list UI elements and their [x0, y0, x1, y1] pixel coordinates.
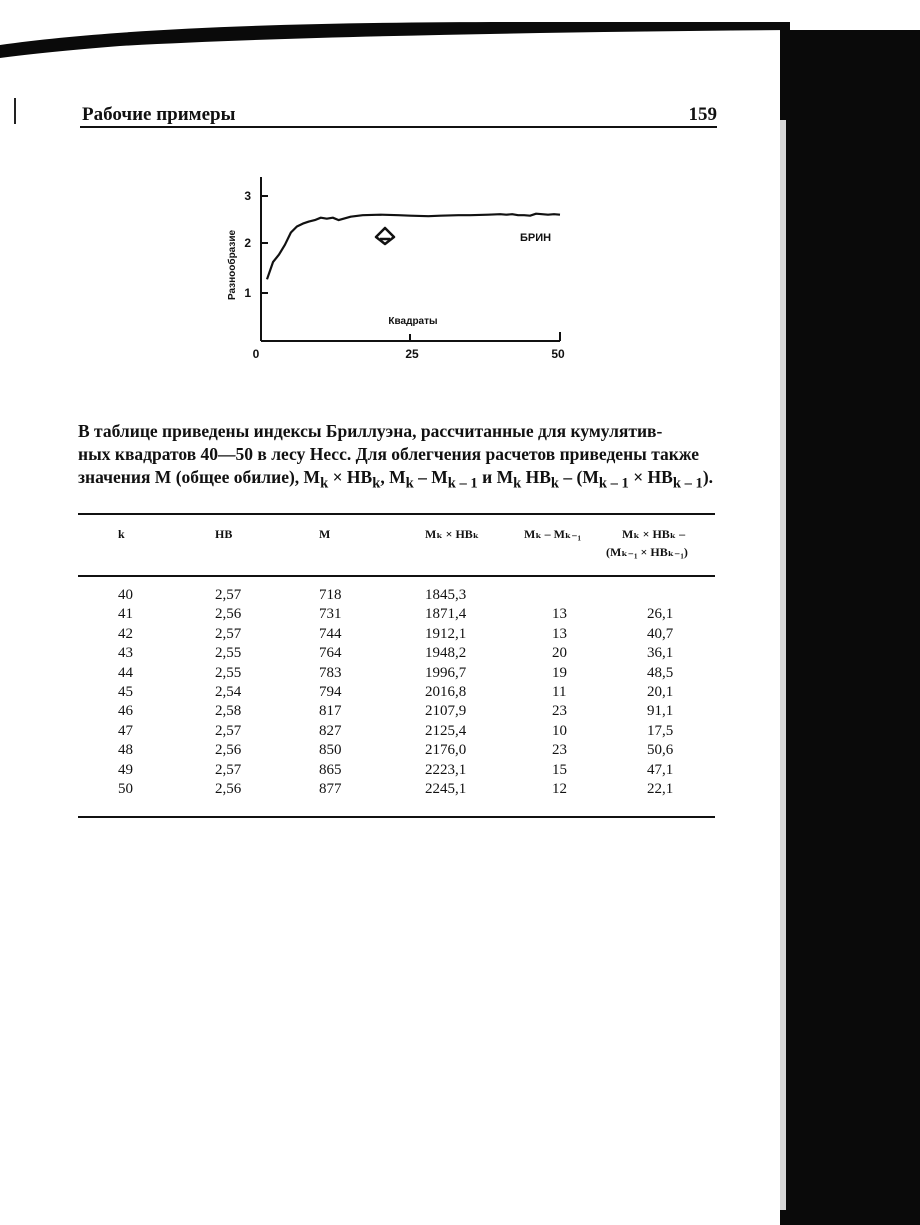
table-cell: 47	[118, 722, 133, 739]
table-cell: 2,55	[215, 664, 242, 681]
table-row	[78, 781, 715, 800]
table-cell: 794	[319, 683, 342, 700]
paragraph-line-3: значения М (общее обилие), $M_k \times HB_k$, $M_k - M_{k - 1}$ и $M_k$ $HB_k - (M_{k - 1} \times HB_{k - 1})$.	[78, 467, 714, 492]
table-cell: 13	[552, 625, 567, 642]
running-header	[80, 104, 717, 128]
table-cell: 865	[319, 761, 342, 778]
table-header	[78, 515, 715, 577]
table-cell: 17,5	[647, 722, 674, 739]
header-hb: HB	[215, 527, 233, 541]
table-cell: 1996,7	[425, 664, 467, 681]
table-row	[78, 665, 715, 684]
table-cell: 20	[552, 645, 567, 662]
table-cell: 15	[552, 761, 567, 778]
table-cell: 50,6	[647, 742, 674, 759]
table-cell: 26,1	[647, 606, 674, 623]
table-cell: 1871,4	[425, 606, 467, 623]
table-cell: 1948,2	[425, 645, 467, 662]
y-axis-label: Разнообразие	[227, 229, 238, 301]
triangle-marker-icon	[376, 228, 394, 244]
table-cell: 783	[319, 664, 342, 681]
table-row	[78, 645, 715, 664]
table-cell: 2107,9	[425, 703, 467, 720]
table-cell: 877	[319, 780, 342, 797]
table-cell: 11	[552, 683, 567, 700]
table-cell: 42	[118, 625, 133, 642]
table-cell: 731	[319, 606, 342, 623]
table-cell: 817	[319, 703, 342, 720]
header-last-line1: Mₖ × HBₖ –	[622, 527, 686, 541]
header-last-line2: (Mₖ₋₁ × HBₖ₋₁)	[606, 545, 688, 559]
table-cell: 2,56	[215, 780, 242, 797]
scan-mark	[14, 98, 16, 124]
table-body	[78, 577, 715, 816]
table-cell: 48	[118, 742, 133, 759]
table-cell: 744	[319, 625, 342, 642]
table-cell: 1912,1	[425, 625, 467, 642]
table-cell: 91,1	[647, 703, 674, 720]
table-cell: 2,57	[215, 761, 242, 778]
table-cell: 2125,4	[425, 722, 467, 739]
table-cell: 1845,3	[425, 587, 467, 603]
x-tick-label-50: 50	[551, 347, 565, 361]
table-cell: 2176,0	[425, 742, 467, 759]
table-cell: 40,7	[647, 625, 674, 642]
header-m: M	[319, 527, 331, 541]
x-tick-label-25: 25	[405, 347, 419, 361]
table-cell: 2223,1	[425, 761, 467, 778]
table-cell: 36,1	[647, 645, 674, 662]
x-tick-label-0: 0	[252, 347, 260, 361]
brillouin-table	[78, 513, 715, 818]
table-cell: 850	[319, 742, 342, 759]
table-cell: 2,56	[215, 606, 242, 623]
table-cell: 2,57	[215, 587, 242, 603]
table-row	[78, 723, 715, 742]
table-cell: 2,57	[215, 722, 242, 739]
paragraph-line-2: ных квадратов 40—50 в лесу Несс. Для облегчения расчетов приведены также	[78, 444, 700, 464]
header-mk-diff: Mₖ – Mₖ₋₁	[524, 527, 582, 541]
table-cell: 718	[319, 587, 342, 603]
table-cell: 50	[118, 780, 133, 797]
table-cell: 2,54	[215, 683, 242, 700]
table-cell: 13	[552, 606, 567, 623]
header-k: k	[118, 527, 125, 541]
table-cell: 2,57	[215, 625, 242, 642]
table-cell: 47,1	[647, 761, 674, 778]
table-cell: 41	[118, 606, 133, 623]
table-cell: 40	[118, 587, 133, 603]
table-row	[78, 626, 715, 645]
table-cell: 45	[118, 683, 133, 700]
table-cell: 2245,1	[425, 780, 467, 797]
scan-shadow-right	[780, 30, 920, 1225]
table-row	[78, 587, 715, 606]
table-cell: 49	[118, 761, 133, 778]
x-axis-label: Квадраты	[388, 316, 438, 327]
y-tick-label-2: 2	[244, 236, 251, 250]
table-row	[78, 684, 715, 703]
table-cell: 19	[552, 664, 567, 681]
table-cell: 10	[552, 722, 567, 739]
paragraph-line-1: В таблице приведены индексы Бриллуэна, рассчитанные для кумулятив-	[78, 421, 663, 441]
y-tick-label-3: 3	[244, 189, 251, 203]
header-title: Рабочие примеры	[82, 104, 236, 125]
table-cell: 23	[552, 742, 567, 759]
table-cell: 764	[319, 645, 342, 662]
table-cell: 44	[118, 664, 133, 681]
table-cell: 46	[118, 703, 133, 720]
page-number: 159	[688, 104, 717, 125]
table-cell: 2,55	[215, 645, 242, 662]
table-cell: 12	[552, 780, 567, 797]
description-paragraph	[78, 420, 718, 496]
table-cell: 22,1	[647, 780, 674, 797]
table-cell: 2,58	[215, 703, 242, 720]
table-cell: 2,56	[215, 742, 242, 759]
table-cell: 48,5	[647, 664, 674, 681]
table-cell: 43	[118, 645, 133, 662]
table-row	[78, 703, 715, 722]
table-row	[78, 742, 715, 761]
table-cell: 2016,8	[425, 683, 467, 700]
table-row	[78, 606, 715, 625]
series-label-brin: БРИН	[520, 232, 552, 244]
series-line-brin	[267, 214, 560, 280]
diversity-chart	[220, 165, 580, 370]
header-mk-hbk: Mₖ × HBₖ	[425, 527, 480, 541]
y-tick-label-1: 1	[244, 286, 251, 300]
table-cell: 23	[552, 703, 567, 720]
table-row	[78, 762, 715, 781]
table-cell: 20,1	[647, 683, 674, 700]
table-cell: 827	[319, 722, 342, 739]
